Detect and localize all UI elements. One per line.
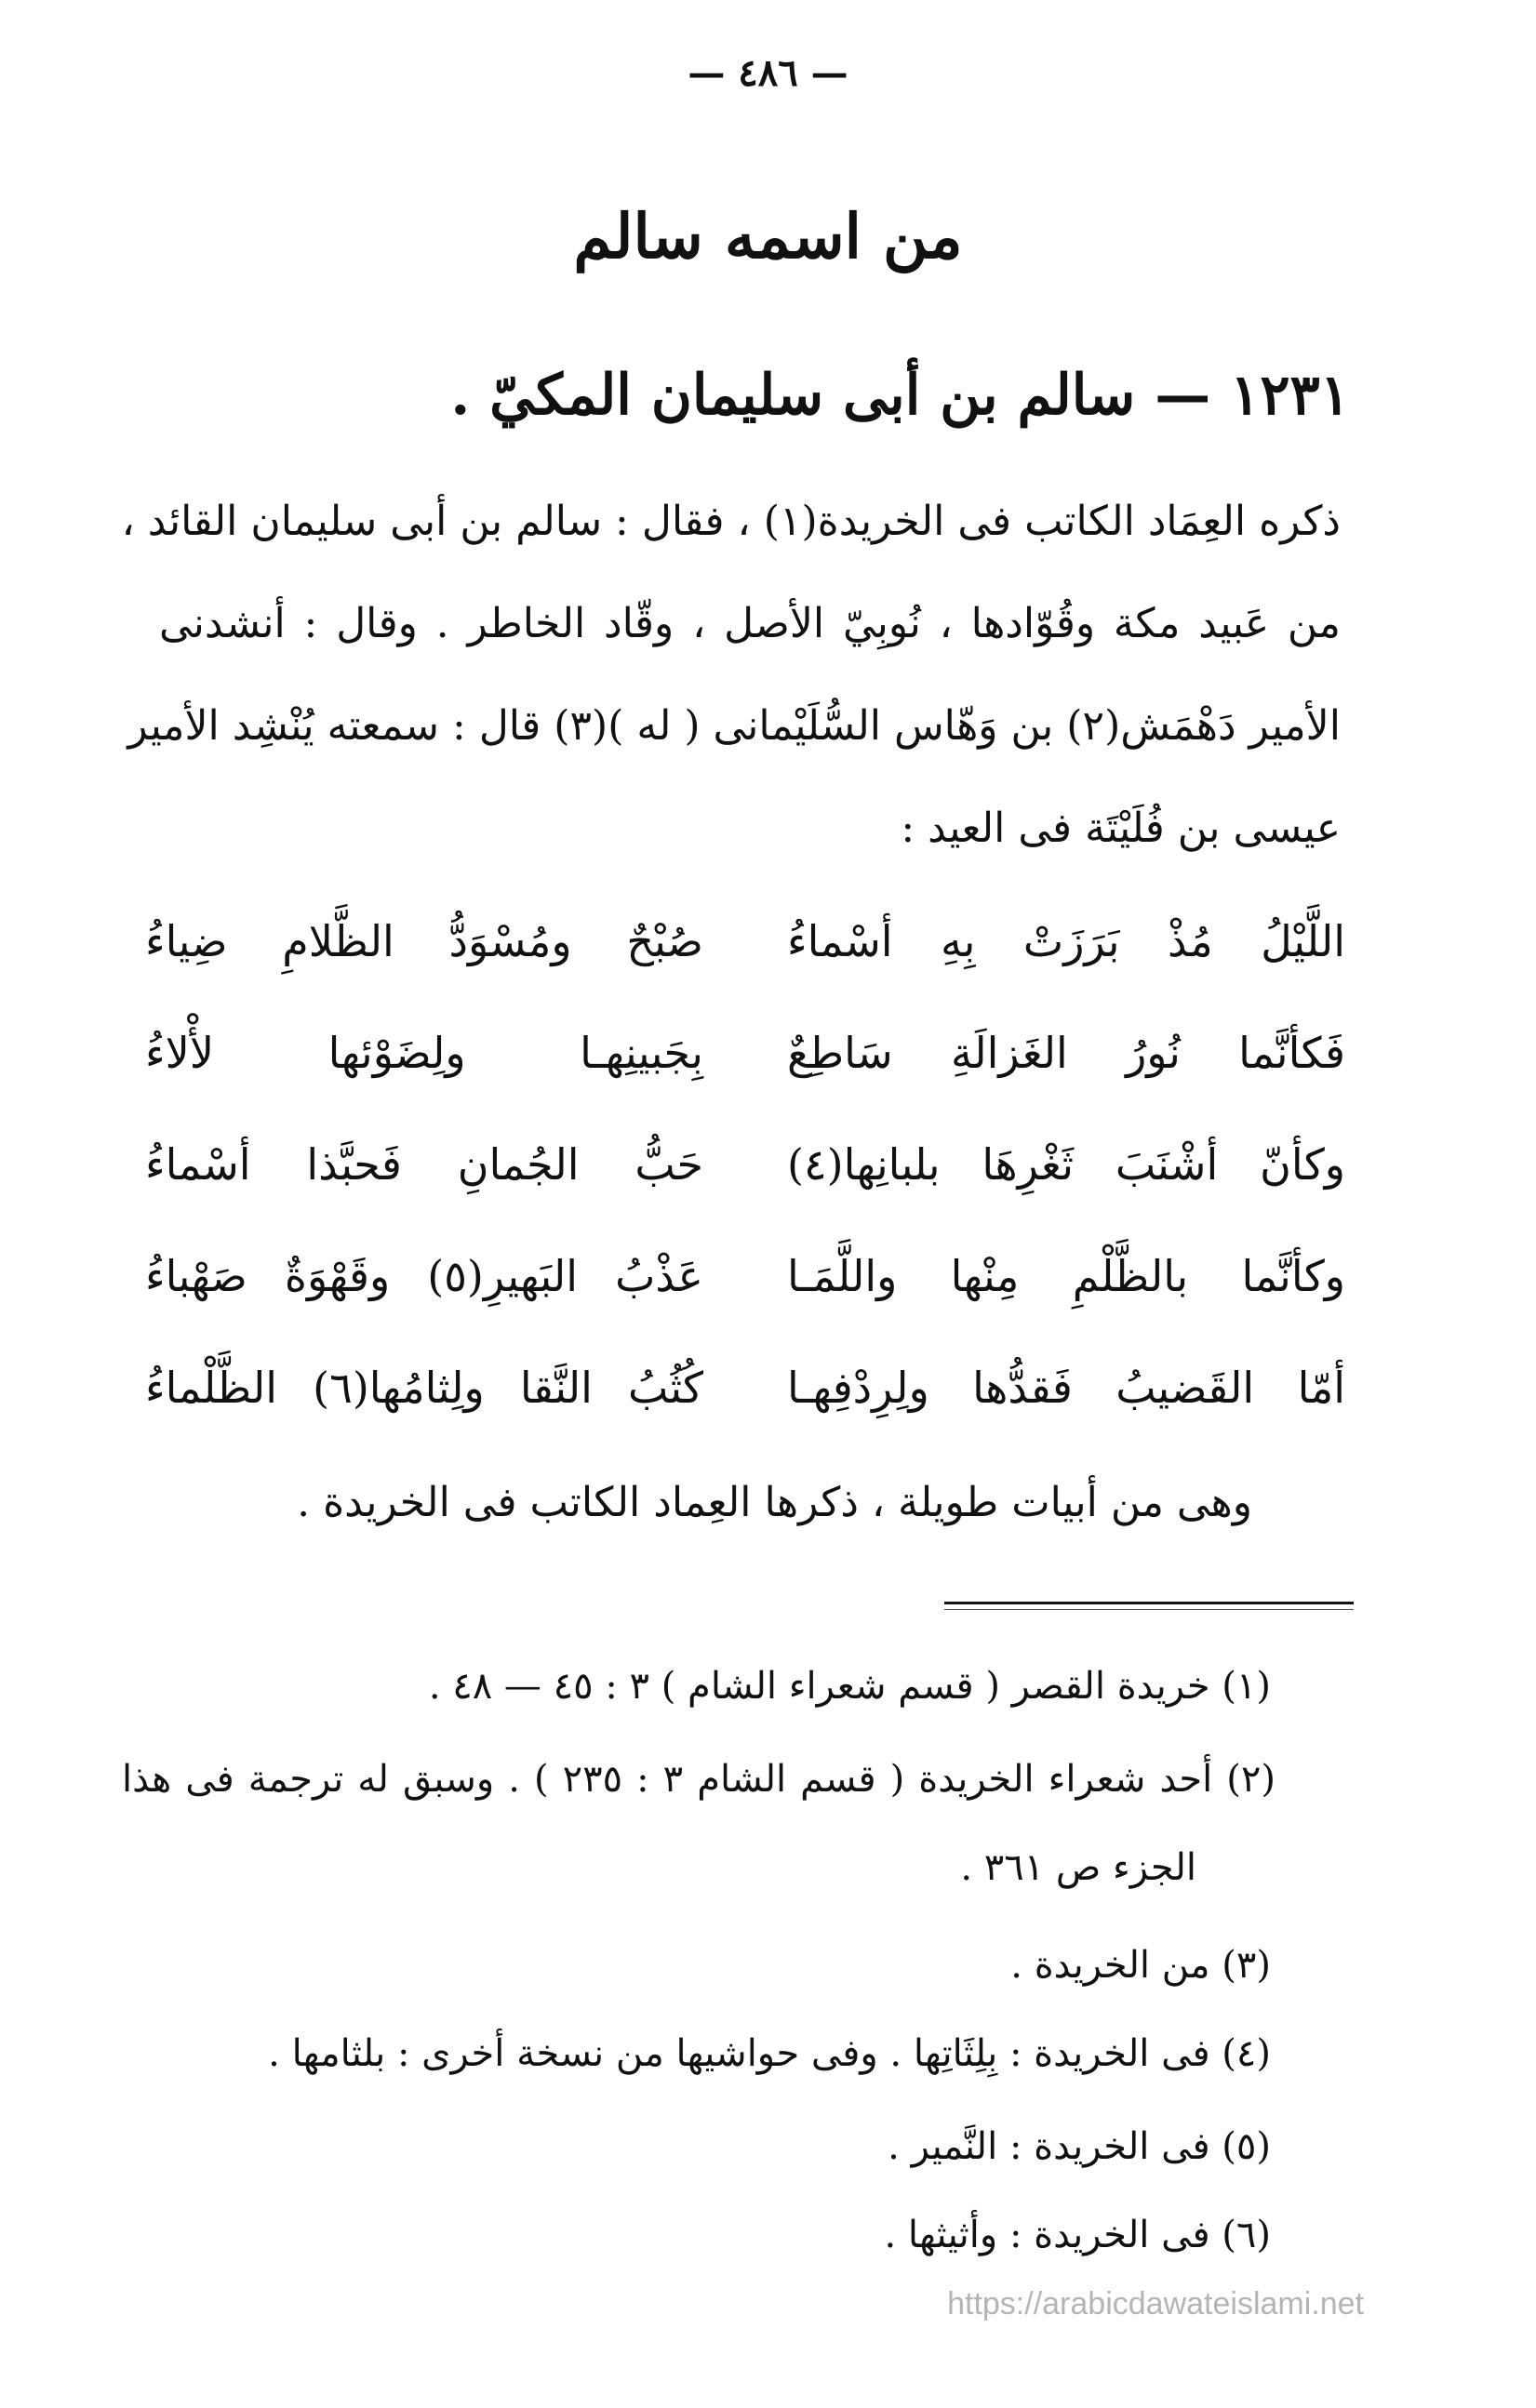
footnote-divider [944, 1602, 1354, 1604]
verse-first-hemistich: وكأنّ أشْنَبَ ثَغْرِهَا بلبانِها(٤) [787, 1139, 1345, 1190]
verse-second-hemistich: صُبْحٌ ومُسْوَدُّ الظَّلامِ ضِياءُ [145, 916, 703, 966]
verse-first-hemistich: اللَّيْلُ مُذْ بَرَزَتْ بِهِ أسْماءُ [787, 916, 1345, 966]
verse-second-hemistich: عَذْبُ البَهيرِ(٥) وقَهْوَةٌ صَهْباءُ [145, 1251, 704, 1301]
body-line: من عَبيد مكة وقُوّادها ، نُوبِيّ الأصل ، وقّاد الخاطر . وقال : أنشدنى [159, 600, 1341, 647]
footnote: (٤) فى الخريدة : بِلِثَاتِها . وفى حواشيها من نسخة أخرى : بلثامها . [268, 2032, 1271, 2075]
footnote: (٦) فى الخريدة : وأثيثها . [884, 2214, 1271, 2256]
footnote-continuation: الجزء ص ٣٦١ . [960, 1846, 1196, 1889]
verse-first-hemistich: أمّا القَضيبُ فَقدُّها ولِرِدْفِهـا [787, 1363, 1345, 1413]
verse [145, 1251, 1345, 1325]
body-line: عيسى بن فُلَيْتَة فى العيد : [901, 805, 1341, 852]
body-line: الأمير دَهْمَش(٢) بن وَهّاس السُّلَيْمانى ( له )(٣) قال : سمعته يُنْشِد الأمير [127, 702, 1341, 750]
verse [145, 916, 1345, 991]
footnote: (٥) فى الخريدة : النَّمير . [888, 2125, 1271, 2168]
footnote: (٢) أحد شعراء الخريدة ( قسم الشام ٣ : ٢٣٥ ) . وسبق له ترجمة فى هذا [122, 1758, 1276, 1801]
verse [145, 1139, 1345, 1214]
verse-first-hemistich: وكأنَّما بالظَّلْمِ مِنْها واللَّمَـا [787, 1251, 1345, 1301]
footnote-divider-thin [944, 1609, 1354, 1610]
body-line: ذكره العِمَاد الكاتب فى الخريدة(١) ، فقال : سالم بن أبى سليمان القائد ، [121, 498, 1341, 545]
verse-first-hemistich: فَكأنَّما نُورُ الغَزالَةِ سَاطِعٌ [787, 1028, 1345, 1078]
verse [145, 1363, 1345, 1437]
closing-line: وهى من أبيات طويلة ، ذكرها العِماد الكاتب فى الخريدة . [297, 1479, 1252, 1526]
verse-second-hemistich: كُثُبُ النَّقا ولِثامُها(٦) الظَّلْماءُ [145, 1363, 703, 1413]
verse-second-hemistich: بِجَبينِهـا ولِضَوْئها لأْلاءُ [145, 1028, 703, 1078]
watermark-url: https://arabicdawateislami.net [947, 2286, 1364, 2322]
footnote: (٣) من الخريدة . [1010, 1944, 1271, 1987]
section-title: من اسمه سالم [573, 200, 963, 273]
verse-second-hemistich: حَبُّ الجُمانِ فَحبَّذا أسْماءُ [145, 1139, 703, 1190]
entry-title: ١٢٣١ — سالم بن أبى سليمان المكيّ . [450, 363, 1350, 428]
verse [145, 1028, 1345, 1102]
footnote: (١) خريدة القصر ( قسم شعراء الشام ) ٣ : ٤٥ — ٤٨ . [428, 1665, 1271, 1708]
page-number: — ٤٨٦ — [688, 51, 848, 95]
